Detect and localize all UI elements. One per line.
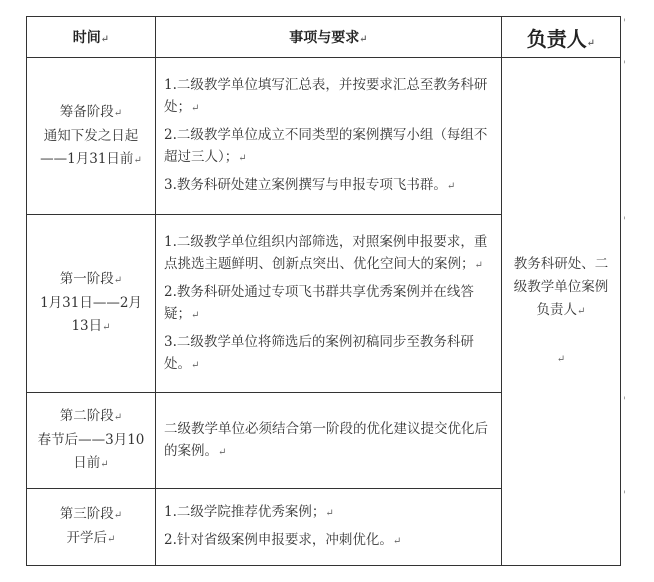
header-time: 时间↵	[27, 17, 156, 58]
row-end-mark: '	[623, 216, 626, 227]
list-item: 2.针对省级案例申报要求，冲刺优化。↵	[164, 532, 402, 548]
header-items: 事项与要求↵	[156, 17, 502, 58]
list-item: 1.二级教学单位填写汇总表，并按要求汇总至教务科研处；↵	[164, 77, 488, 115]
list-item: 二级教学单位必须结合第一阶段的优化建议提交优化后的案例。↵	[164, 420, 488, 459]
phase-items-cell	[156, 489, 502, 566]
table-header-row	[27, 17, 621, 58]
row-end-mark: '	[623, 396, 626, 407]
list-item: 2.二级教学单位成立不同类型的案例撰写小组（每组不超过三人）；↵	[164, 127, 488, 165]
owner-cell: 教务科研处、二级教学单位案例负责人↵ ↵	[502, 58, 621, 566]
list-item: 3.二级教学单位将筛选后的案例初稿同步至教务科研处。↵	[164, 333, 474, 372]
row-end-mark: '	[623, 60, 626, 71]
phase-items-cell	[156, 393, 502, 489]
header-owner: 负责人↵	[502, 17, 621, 58]
list-item: 1.二级学院推荐优秀案例；↵	[164, 504, 334, 520]
phase-time-cell: 第一阶段↵ 1月31日——2月13日↵	[27, 215, 156, 393]
phase-items-cell	[156, 58, 502, 215]
row-end-marks	[623, 16, 633, 566]
list-item: 1.二级教学单位组织内部筛选，对照案例申报要求，重点挑选主题鲜明、创新点突出、优化空间大的案例；↵	[164, 233, 488, 272]
row-end-mark: '	[623, 18, 626, 29]
phase-time-cell: 筹备阶段↵ 通知下发之日起——1月31日前↵	[27, 58, 156, 215]
phase-items-cell	[156, 215, 502, 393]
list-item: 3.教务科研处建立案例撰写与申报专项飞书群。↵	[164, 177, 456, 193]
table-row	[27, 58, 621, 215]
phase-time-cell: 第二阶段↵ 春节后——3月10日前↵	[27, 393, 156, 489]
schedule-table	[26, 16, 621, 566]
row-end-mark: '	[623, 490, 626, 501]
list-item: 2.教务科研处通过专项飞书群共享优秀案例并在线答疑；↵	[164, 283, 474, 322]
phase-time-cell: 第三阶段↵ 开学后↵	[27, 489, 156, 566]
